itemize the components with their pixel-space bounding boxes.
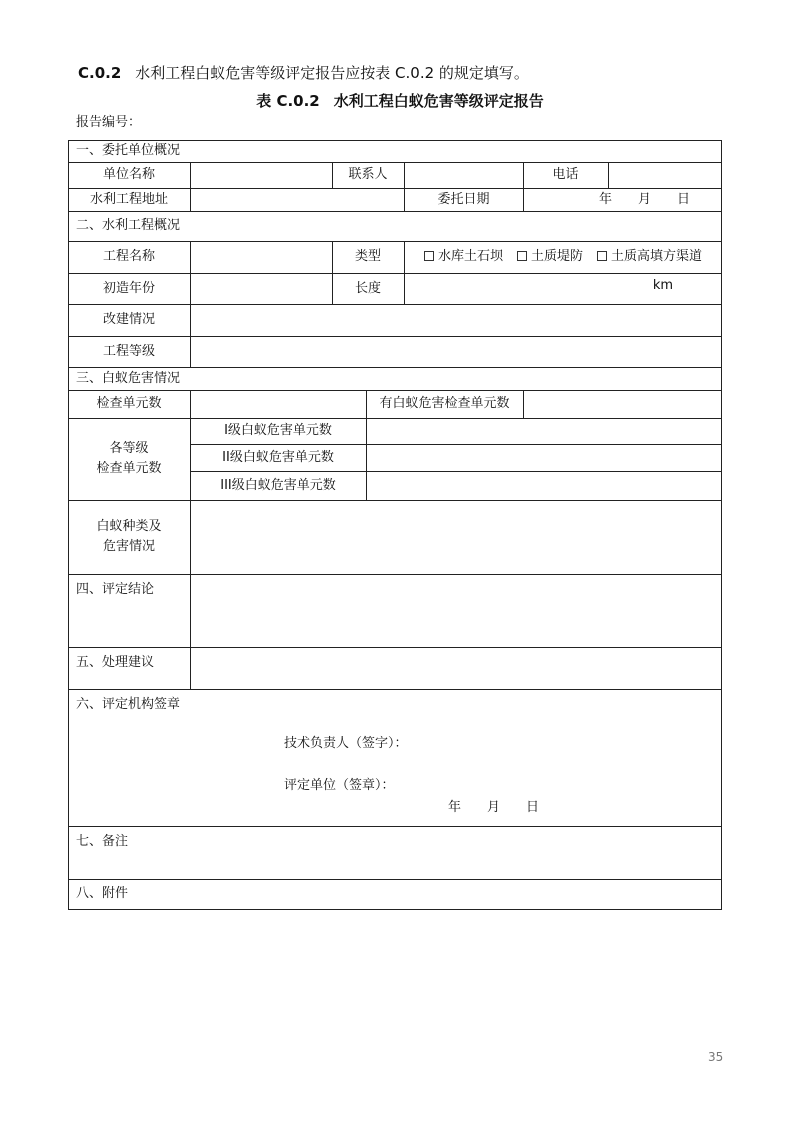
contact-field[interactable]: [405, 162, 523, 188]
entrust-date-label: 委托日期: [437, 191, 490, 207]
signature-date: 年 月 日: [448, 800, 540, 815]
level2-field[interactable]: [367, 444, 721, 471]
type-option-canal[interactable]: 土质高填方渠道: [597, 247, 702, 267]
eval-unit-seal-label: 评定单位（签章）：: [284, 778, 395, 793]
table-title: 水利工程白蚁危害等级评定报告: [333, 92, 544, 110]
page-number: 35: [708, 1050, 724, 1064]
rebuild-field[interactable]: [191, 304, 721, 336]
section-damage: 三、白蚁危害情况: [76, 370, 181, 386]
entrust-date-field[interactable]: 年 月 日: [598, 191, 690, 207]
type-label: 类型: [354, 249, 381, 264]
grade-label: 工程等级: [102, 343, 155, 359]
phone-label: 电话: [552, 167, 579, 182]
section-conclusion: 四、评定结论: [76, 582, 155, 597]
section-suggestion: 五、处理建议: [76, 655, 155, 670]
section-signature: 六、评定机构签章: [76, 697, 181, 712]
level1-label: I级白蚁危害单元数: [224, 423, 332, 438]
species-label: 白蚁种类及 危害情况: [96, 519, 162, 554]
checkbox-icon[interactable]: [517, 251, 527, 261]
type-option-reservoir-dam[interactable]: 水库土石坝: [424, 247, 503, 267]
type-options: [405, 241, 721, 273]
section-project-overview: 二、水利工程概况: [76, 218, 181, 233]
checkbox-icon[interactable]: [597, 251, 607, 261]
project-address-field[interactable]: [191, 188, 404, 211]
project-name-field[interactable]: [191, 241, 332, 273]
damaged-units-label: 有白蚁危害检查单元数: [379, 396, 510, 411]
length-field[interactable]: [405, 273, 721, 304]
length-label: 长度: [354, 280, 381, 296]
clause-line: [78, 62, 529, 83]
tech-lead-signature-label: 技术负责人（签字）：: [284, 736, 408, 751]
level3-field[interactable]: [367, 471, 721, 500]
table-caption: [0, 90, 800, 111]
level2-label: II级白蚁危害单元数: [222, 449, 334, 465]
clause-text: 水利工程白蚁危害等级评定报告应按表 C.0.2 的规定填写。: [135, 64, 529, 82]
first-year-field[interactable]: [191, 273, 332, 304]
section-remarks: 七、备注: [76, 834, 129, 849]
checkbox-icon[interactable]: [424, 251, 434, 261]
unit-name-field[interactable]: [191, 162, 332, 188]
report-number-label: 报告编号：: [76, 115, 142, 130]
project-address-label: 水利工程地址: [89, 191, 168, 207]
table-number: 表 C.0.2: [256, 92, 320, 110]
species-field[interactable]: [191, 500, 721, 574]
section-entrusting-unit: 一、委托单位概况: [76, 143, 181, 158]
first-year-label: 初造年份: [102, 280, 155, 296]
conclusion-field[interactable]: [191, 574, 721, 647]
level3-label: III级白蚁危害单元数: [220, 477, 336, 493]
contact-label: 联系人: [348, 167, 388, 182]
damaged-units-field[interactable]: [524, 390, 721, 418]
unit-name-label: 单位名称: [102, 167, 155, 182]
suggestion-field[interactable]: [191, 647, 721, 689]
type-option-levee[interactable]: 土质堤防: [517, 247, 583, 267]
grade-field[interactable]: [191, 336, 721, 367]
level1-field[interactable]: [367, 418, 721, 444]
check-units-label: 检查单元数: [96, 396, 162, 411]
clause-number: C.0.2: [78, 64, 122, 82]
rebuild-label: 改建情况: [102, 312, 155, 327]
per-grade-label: 各等级 检查单元数: [96, 441, 162, 476]
section-attachments: 八、附件: [76, 886, 129, 901]
phone-field[interactable]: [609, 162, 721, 188]
project-name-label: 工程名称: [102, 249, 155, 264]
report-form-table: [68, 140, 722, 910]
check-units-field[interactable]: [191, 390, 366, 418]
length-unit: km: [652, 278, 674, 293]
